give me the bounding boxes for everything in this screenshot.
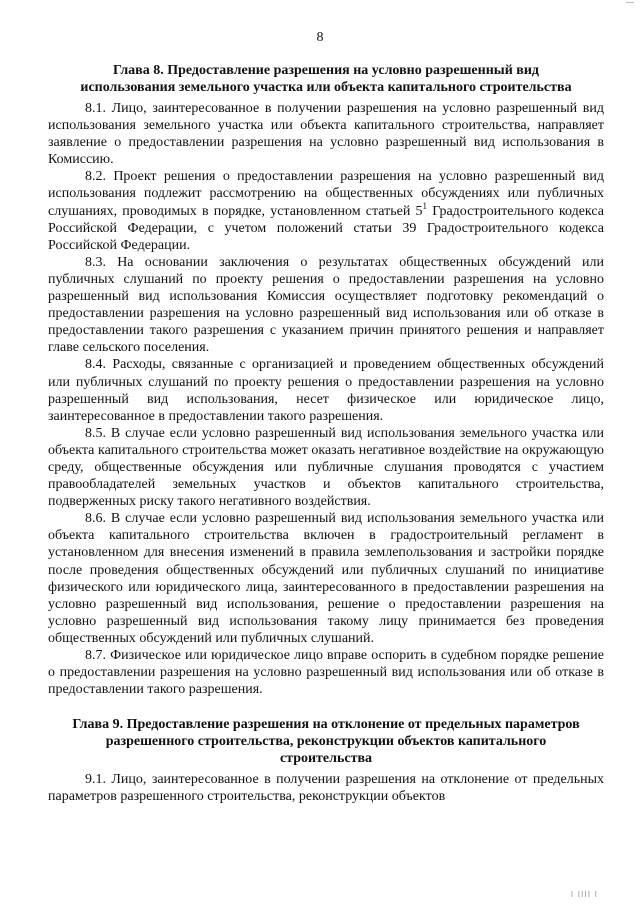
paragraph-9-1: 9.1. Лицо, заинтересованное в получении разрешения на отклонение от предельных параметров разрешенного строительства, реконструкции объектов [48,772,604,805]
paragraph-8-2 [48,168,604,253]
paragraph-8-6: 8.6. В случае если условно разрешенный вид использования земельного участка или объекта капитального строительства включен в градостроительный регламент в установленном для внесения изменений в правила землепользования и застройки порядке после проведения общественных обсуждений или публичных слушаний по инициативе физического или юридического лица, заинтересованного в предоставлении разрешения на условно разрешенный вид использования, решение о предоставлении разрешения на условно разрешенный вид использования такому лицу принимается без проведения общественных обсуждений или публичных слушаний. [48,511,604,646]
scan-artifact [626,2,634,3]
article-superscript: 1 [422,200,428,211]
chapter-9 [48,716,604,805]
paragraph-8-2-text: 8.2. Проект решения о предоставлении разрешения на условно разрешенный вид использования подлежит рассмотрению на общественных обсуждениях или публичных слушаниях, проводимых в порядке, установленном статьей 5 [48,169,604,219]
paragraph-8-4: 8.4. Расходы, связанные с организацией и проведением общественных обсуждений или публичных слушаний по проекту решения о предоставлении разрешения на условно разрешенный вид использования, несет физическое или юридическое лицо, заинтересованное в предоставлении такого разрешения. [48,357,604,424]
paragraph-8-7: 8.7. Физическое или юридическое лицо вправе оспорить в судебном порядке решение о предоставлении разрешения на условно разрешенный вид использования или об отказе в предоставлении такого разрешения. [48,648,604,698]
chapter-9-heading-line3: строительства [279,751,373,767]
paragraph-8-5: 8.5. В случае если условно разрешенный вид использования земельного участка или объекта капитального строительства может оказать негативное воздействие на окружающую среду, общественные обсуждения или публичные слушания проводятся с участием правообладателей земельных участков и объектов капитального строительства, подверженных риску такого негативного воздействия. [48,425,604,510]
scan-mark: I IIII I [570,890,598,899]
chapter-9-heading-line2: разрешенного строительства, реконструкции объектов капитального [105,734,547,750]
chapter-8-heading [48,62,604,96]
chapter-8-heading-line2: использования земельного участка или объекта капитального строительства [80,80,572,95]
chapter-8 [48,62,604,698]
chapter-9-heading [48,716,604,767]
chapter-8-heading-line1: Глава 8. Предоставление разрешения на условно разрешенный вид [112,63,539,78]
paragraph-8-3: 8.3. На основании заключения о результатах общественных обсуждений или публичных слушаний по проекту решения о предоставлении разрешения на условно разрешенный вид использования Комиссия осуществляет подготовку рекомендаций о предоставлении разрешения на условно разрешенный вид использования или об отказе в предоставлении такого разрешения с указанием причин принятого решения и направляет главе сельского поселения. [48,254,604,356]
page-body [48,62,604,805]
paragraph-8-1: 8.1. Лицо, заинтересованное в получении разрешения на условно разрешенный вид использования земельного участка или объекта капитального строительства, направляет заявление о предоставлении разрешения на условно разрешенный вид использования в Комиссию. [48,101,604,168]
paragraph-8-2-text-cont: Градостроительного кодекса Российской Федерации, с учетом положений статьи 39 Градостроительного кодекса Российской Федерации. [48,203,604,253]
page-number: 8 [316,30,324,45]
chapter-9-heading-line1: Глава 9. Предоставление разрешения на отклонение от предельных параметров [72,717,580,733]
